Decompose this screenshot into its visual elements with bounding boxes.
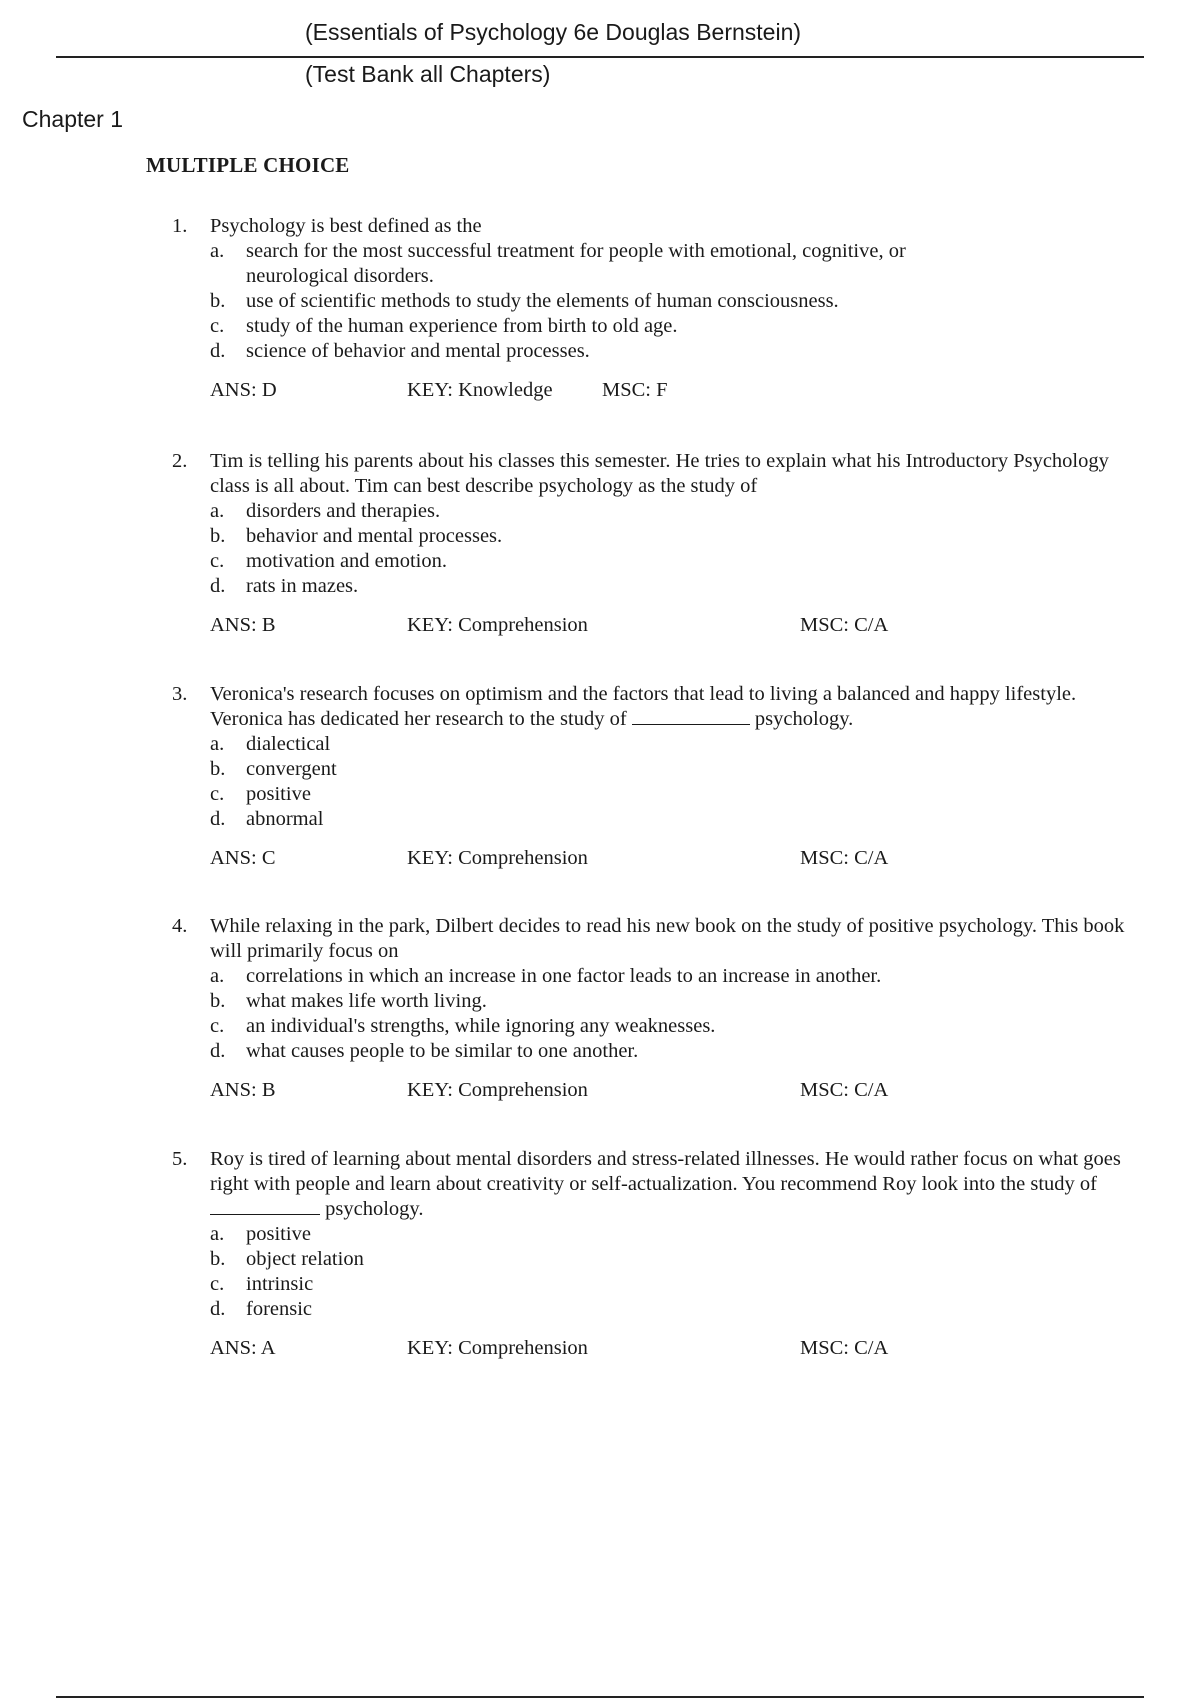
option-text: disorders and therapies. [246,500,441,522]
option-text: positive [246,1223,311,1245]
option [172,1039,1132,1064]
msc: MSC: C/A [800,1079,889,1101]
option-letter: a. [210,1223,225,1245]
key: KEY: Comprehension [407,1337,588,1359]
option [172,574,1132,599]
option-text: study of the human experience from birth to old age. [246,315,678,337]
answer-blank [632,710,750,725]
answer: ANS: B [210,614,276,636]
question-text: While relaxing in the park, Dilbert decides to read his new book on the study of positive psychology. This book will primarily focus on [210,915,1125,962]
answer: ANS: A [210,1337,276,1359]
question-stem [172,1147,1160,1222]
answer-meta [172,613,1132,638]
option-letter: d. [210,1040,226,1062]
option-letter: a. [210,733,225,755]
question-number: 5. [172,1148,188,1170]
option-letter: d. [210,808,226,830]
question-2 [172,449,1132,638]
answer: ANS: D [210,379,277,401]
question-number: 4. [172,915,188,937]
option-letter: b. [210,758,226,780]
option [172,239,1132,289]
option-text: object relation [246,1248,364,1270]
option-text: search for the most successful treatment for people with emotional, cognitive, or neurological disorders. [246,240,906,287]
question-stem [172,914,1140,964]
question-stem [172,682,1110,732]
option-text: what causes people to be similar to one another. [246,1040,639,1062]
option [172,1222,1132,1247]
question-text: Veronica's research focuses on optimism and the factors that lead to living a balanced and happy lifestyle. Veronica has dedicated her research to the study of [210,683,1077,730]
question-number: 2. [172,450,188,472]
option-letter: c. [210,550,225,572]
option [172,732,1132,757]
option-letter: c. [210,1273,225,1295]
option [172,989,1132,1014]
option-letter: b. [210,290,226,312]
option [172,524,1132,549]
option-letter: a. [210,240,225,262]
option-text: what makes life worth living. [246,990,487,1012]
option-letter: b. [210,990,226,1012]
key: KEY: Comprehension [407,614,588,636]
option-text: correlations in which an increase in one factor leads to an increase in another. [246,965,882,987]
option-text: forensic [246,1298,313,1320]
option-letter: a. [210,965,225,987]
option-letter: c. [210,1015,225,1037]
option [172,339,1132,364]
option [172,964,1132,989]
option-letter: c. [210,783,225,805]
question-5 [172,1147,1132,1361]
key: KEY: Comprehension [407,847,588,869]
answer-meta [172,1078,1132,1103]
option-text: science of behavior and mental processes. [246,340,590,362]
msc: MSC: C/A [800,614,889,636]
option-text: abnormal [246,808,324,830]
question-4 [172,914,1132,1103]
question-text: Psychology is best defined as the [210,215,482,237]
answer: ANS: B [210,1079,276,1101]
option-letter: d. [210,575,226,597]
question-text: Roy is tired of learning about mental disorders and stress-related illnesses. He would rather focus on what goes right with people and learn about creativity or self-actualization. You recommend Roy look into the study of [210,1148,1121,1195]
chapter-heading: Chapter 1 [22,106,124,132]
question-text-end: psychology. [325,1198,424,1220]
option [172,782,1132,807]
answer-meta [172,1336,1132,1361]
option [172,1014,1132,1039]
msc: MSC: C/A [800,1337,889,1359]
option [172,757,1132,782]
option-letter: d. [210,1298,226,1320]
option-letter: b. [210,525,226,547]
answer: ANS: C [210,847,276,869]
option-text: rats in mazes. [246,575,359,597]
key: KEY: Knowledge [407,379,553,401]
option-text: motivation and emotion. [246,550,447,572]
option [172,289,1132,314]
option-letter: c. [210,315,225,337]
option-letter: a. [210,500,225,522]
answer-meta [172,378,1132,403]
header-divider [56,56,1144,58]
question-text: Tim is telling his parents about his classes this semester. He tries to explain what his Introductory Psychology class is all about. Tim can best describe psychology as the study of [210,450,1109,497]
option-text: intrinsic [246,1273,314,1295]
msc: MSC: F [602,379,668,401]
option [172,314,1132,339]
document-title: (Essentials of Psychology 6e Douglas Bernstein) [305,19,802,45]
question-stem [172,449,1110,499]
key: KEY: Comprehension [407,1079,588,1101]
option-text: use of scientific methods to study the elements of human consciousness. [246,290,839,312]
option [172,1297,1132,1322]
option [172,499,1132,524]
option [172,549,1132,574]
option [172,807,1132,832]
option-letter: d. [210,340,226,362]
question-1 [172,214,1132,403]
question-text-end: psychology. [754,708,854,730]
section-heading: MULTIPLE CHOICE [146,153,350,177]
question-3 [172,682,1132,871]
option-text: positive [246,783,311,805]
option [172,1247,1132,1272]
msc: MSC: C/A [800,847,889,869]
footer-divider [56,1696,1144,1698]
option-text: behavior and mental processes. [246,525,503,547]
option-letter: b. [210,1248,226,1270]
question-number: 1. [172,215,188,237]
question-number: 3. [172,683,188,705]
option-text: convergent [246,758,337,780]
document-subtitle: (Test Bank all Chapters) [305,61,551,87]
option-text: dialectical [246,733,331,755]
answer-blank [210,1200,320,1215]
option [172,1272,1132,1297]
question-stem [172,214,1132,239]
option-text: an individual's strengths, while ignoring any weaknesses. [246,1015,716,1037]
answer-meta [172,846,1132,871]
